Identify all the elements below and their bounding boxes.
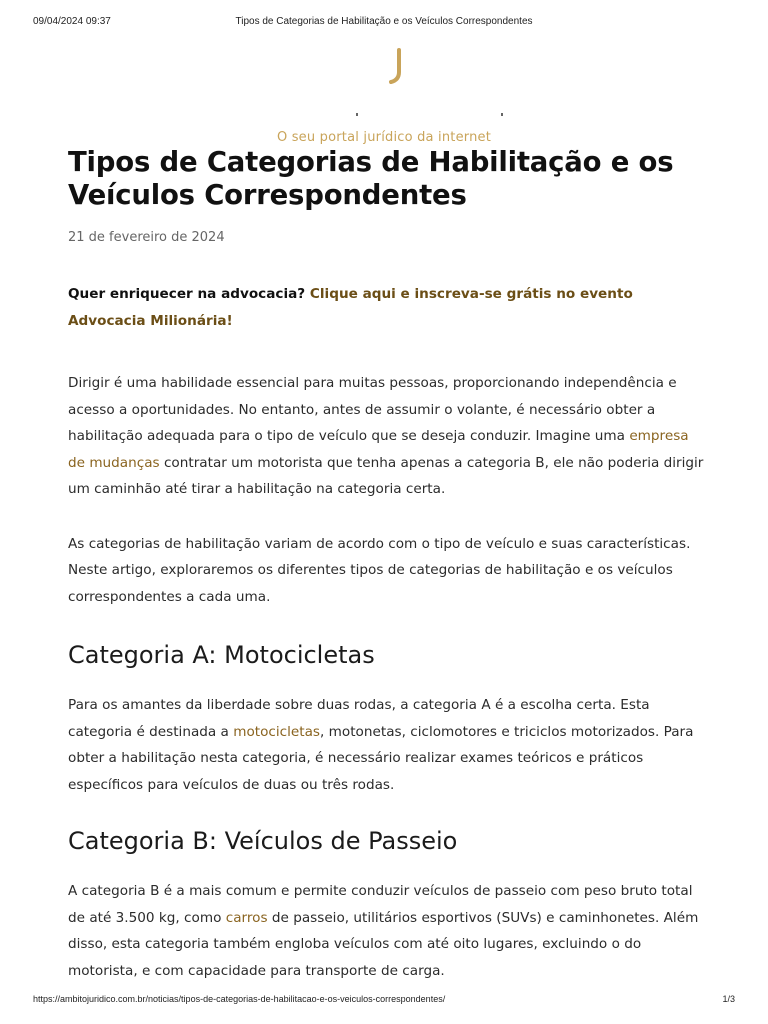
site-tagline: O seu portal jurídico da internet [276,130,492,145]
intro-text-before: Dirigir é uma habilidade essencial para muitas pessoas, proporcionando independência e acesso a oportunidades. No entanto, antes de assumir o volante, é necessário obter a habilitação adequada para o tipo de veículo que se deseja conduzir. Imagine uma [68,375,677,444]
section-a-text-before: Para os amantes da liberdade sobre duas rodas, a categoria A é a escolha certa. Esta categoria é destinada a [68,697,650,740]
article [68,146,708,984]
promo-question: Quer enriquecer na advocacia? [68,286,306,302]
motorcycles-link[interactable]: motocicletas [233,723,321,740]
promo-event-link[interactable]: Clique aqui e inscreva-se grátis no evento Advocacia Milionária! [68,286,633,329]
overview-paragraph: As categorias de habilitação variam de acordo com o tipo de veículo e suas características. Neste artigo, exploraremos os diferentes tipos de categorias de habilitação e os veículos correspondentes a cada uma. [68,535,691,605]
section-a-text-after: , motonetas, ciclomotores e triciclos motorizados. Para obter a habilitação nesta categoria, é necessário realizar exames teóricos e práticos específicos para veículos de duas ou três rodas. [68,723,694,793]
section-b-heading: Categoria B: Veículos de Passeio [68,827,458,855]
section-b-paragraph [68,878,708,984]
intro-text-after: contratar um motorista que tenha apenas a categoria B, ele não poderia dirigir um caminhão até tirar a habilitação na categoria certa. [68,454,704,497]
logo-wordmark-fragment [355,112,505,118]
intro-paragraph [68,370,708,503]
print-page-title: Tipos de Categorias de Habilitação e os Veículos Correspondentes [235,16,533,27]
article-title: Tipos de Categorias de Habilitação e os Veículos Correspondentes [68,146,674,211]
print-datetime: 09/04/2024 09:37 [33,16,111,27]
promo-paragraph [68,281,708,334]
print-url: https://ambitojuridico.com.br/noticias/tipos-de-categorias-de-habilitacao-e-os-veiculos-correspondentes/ [33,994,446,1004]
page-number: 1/3 [722,994,735,1004]
print-footer [33,994,735,1008]
section-b-text-before: A categoria B é a mais comum e permite conduzir veículos de passeio com peso bruto total de até 3.500 kg, como [68,883,693,926]
moving-company-link[interactable]: empresa de mudanças [68,428,689,471]
section-b-text-after: de passeio, utilitários esportivos (SUVs) e caminhonetes. Além disso, esta categoria também engloba veículos com até oito lugares, excluindo o do motorista, e com capacidade para transporte de carga. [68,909,699,979]
section-a-paragraph [68,692,708,798]
j-logo-icon[interactable] [384,46,412,86]
cars-link[interactable]: carros [225,909,268,926]
publish-date: 21 de fevereiro de 2024 [68,230,225,245]
section-a-heading: Categoria A: Motocicletas [68,641,375,669]
print-header [33,16,735,30]
